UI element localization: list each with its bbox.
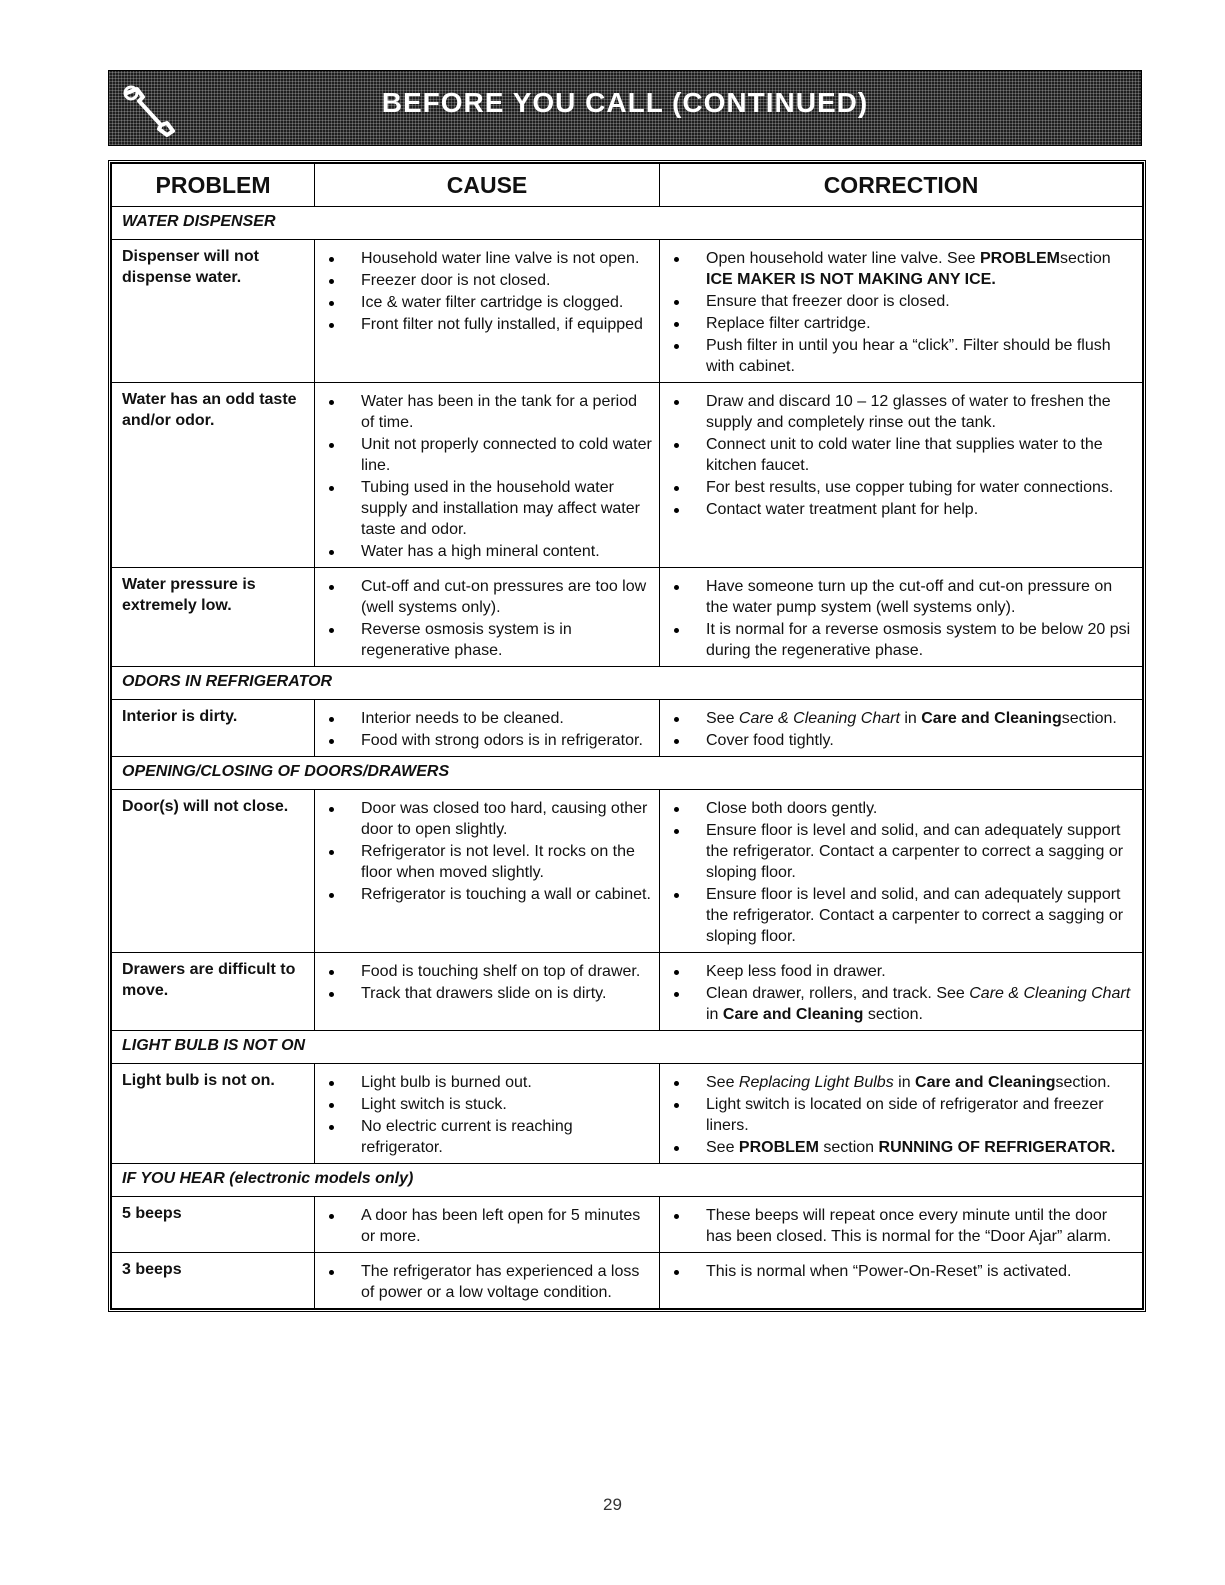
- cause-cell: [315, 790, 660, 953]
- correction-list: [660, 700, 1142, 756]
- correction-cell: [660, 1253, 1143, 1309]
- correction-item: [660, 477, 1136, 498]
- correction-cell: [660, 383, 1143, 568]
- correction-text: section: [1059, 250, 1111, 267]
- cause-item: Reverse osmosis system is in regenerative phase.: [315, 619, 653, 661]
- correction-keyword: ICE MAKER IS NOT MAKING ANY ICE: [706, 271, 992, 288]
- correction-cell: [660, 240, 1143, 383]
- correction-list: [660, 790, 1142, 952]
- correction-item: [660, 884, 1136, 947]
- cause-list: [315, 953, 659, 1009]
- cause-cell: [315, 383, 660, 568]
- cause-list: [315, 790, 659, 910]
- table-row: [112, 1253, 1143, 1309]
- cause-list: [315, 700, 659, 756]
- correction-item: [660, 708, 1136, 729]
- troubleshooting-table: [108, 160, 1146, 1312]
- correction-text: Cover food tightly.: [706, 732, 834, 749]
- problem-cell: Dispenser will not dispense water.: [112, 240, 315, 383]
- correction-text: Connect unit to cold water line that supplies water to the kitchen faucet.: [706, 436, 1103, 474]
- correction-text: Push filter in until you hear a “click”. Filter should be flush with cabinet.: [706, 337, 1111, 375]
- section-row: [112, 757, 1143, 790]
- table-row: [112, 790, 1143, 953]
- cause-item: Tubing used in the household water supply and installation may affect water taste and odor.: [315, 477, 653, 540]
- correction-item: [660, 1205, 1136, 1247]
- correction-text: in: [899, 710, 922, 727]
- correction-item: [660, 291, 1136, 312]
- cause-cell: [315, 1197, 660, 1253]
- correction-item: [660, 983, 1136, 1025]
- correction-reference: Care & Cleaning Chart: [969, 985, 1131, 1002]
- correction-item: [660, 961, 1136, 982]
- table-row: [112, 700, 1143, 757]
- section-row: [112, 207, 1143, 240]
- correction-text: section: [818, 1139, 879, 1156]
- page-title: BEFORE YOU CALL (CONTINUED): [381, 87, 869, 118]
- cause-list: [315, 240, 659, 340]
- correction-text: section.: [863, 1006, 923, 1023]
- correction-text: .: [991, 271, 996, 288]
- cause-item: Cut-off and cut-on pressures are too low (well systems only).: [315, 576, 653, 618]
- section-row: [112, 667, 1143, 700]
- correction-item: [660, 730, 1136, 751]
- cause-item: Refrigerator is not level. It rocks on the floor when moved slightly.: [315, 841, 653, 883]
- correction-cell: [660, 568, 1143, 667]
- cause-item: Front filter not fully installed, if equipped: [315, 314, 653, 335]
- table-row: [112, 240, 1143, 383]
- problem-cell: Drawers are difficult to move.: [112, 953, 315, 1031]
- correction-text: Ensure floor is level and solid, and can adequately support the refrigerator. Contact a carpenter to correct a sagging or sloping floor.: [706, 822, 1124, 881]
- column-header-correction: CORRECTION: [660, 164, 1143, 207]
- correction-item: [660, 499, 1136, 520]
- cause-cell: [315, 240, 660, 383]
- correction-text: Ensure that freezer door is closed.: [706, 293, 950, 310]
- cause-item: The refrigerator has experienced a loss of power or a low voltage condition.: [315, 1261, 653, 1303]
- column-header-cause: CAUSE: [315, 164, 660, 207]
- problem-cell: Interior is dirty.: [112, 700, 315, 757]
- correction-item: [660, 335, 1136, 377]
- cause-item: Food is touching shelf on top of drawer.: [315, 961, 653, 982]
- correction-item: [660, 1261, 1136, 1282]
- problem-cell: 5 beeps: [112, 1197, 315, 1253]
- correction-text: These beeps will repeat once every minute until the door has been closed. This is normal for the “Door Ajar” alarm.: [706, 1207, 1112, 1245]
- correction-item: [660, 1072, 1136, 1093]
- cause-cell: [315, 1253, 660, 1309]
- table-header-row: [112, 164, 1143, 207]
- section-title: WATER DISPENSER: [112, 207, 1143, 240]
- correction-text: See: [706, 1139, 739, 1156]
- correction-item: [660, 313, 1136, 334]
- problem-cell: 3 beeps: [112, 1253, 315, 1309]
- cause-item: A door has been left open for 5 minutes or more.: [315, 1205, 653, 1247]
- cause-item: Door was closed too hard, causing other door to open slightly.: [315, 798, 653, 840]
- correction-text: Keep less food in drawer.: [706, 963, 886, 980]
- cause-list: [315, 1064, 659, 1163]
- cause-list: [315, 568, 659, 666]
- cause-cell: [315, 953, 660, 1031]
- correction-text: Contact water treatment plant for help.: [706, 501, 979, 518]
- correction-text: It is normal for a reverse osmosis system to be below 20 psi during the regenerative phase.: [706, 621, 1131, 659]
- correction-text: Ensure floor is level and solid, and can adequately support the refrigerator. Contact a carpenter to correct a sagging or sloping floor.: [706, 886, 1124, 945]
- table-row: [112, 953, 1143, 1031]
- correction-keyword: PROBLEM: [979, 250, 1060, 267]
- correction-keyword: Care and Cleaning: [915, 1074, 1056, 1091]
- correction-keyword: PROBLEM: [738, 1139, 819, 1156]
- correction-reference: Replacing Light Bulbs: [738, 1074, 894, 1091]
- correction-keyword: Care and Cleaning: [722, 1006, 864, 1023]
- column-header-problem: PROBLEM: [112, 164, 315, 207]
- correction-reference: Care & Cleaning Chart: [738, 710, 900, 727]
- correction-list: [660, 1253, 1142, 1287]
- correction-cell: [660, 700, 1143, 757]
- cause-item: Water has been in the tank for a period of time.: [315, 391, 653, 433]
- cause-item: Light switch is stuck.: [315, 1094, 653, 1115]
- cause-cell: [315, 1064, 660, 1164]
- table-row: [112, 383, 1143, 568]
- problem-cell: Light bulb is not on.: [112, 1064, 315, 1164]
- cause-list: [315, 1253, 659, 1308]
- correction-list: [660, 240, 1142, 382]
- cause-item: Ice & water filter cartridge is clogged.: [315, 292, 653, 313]
- cause-cell: [315, 568, 660, 667]
- correction-text: For best results, use copper tubing for water connections.: [706, 479, 1114, 496]
- table-row: [112, 1197, 1143, 1253]
- correction-cell: [660, 953, 1143, 1031]
- cause-cell: [315, 700, 660, 757]
- correction-text: Close both doors gently.: [706, 800, 878, 817]
- correction-text: in: [706, 1006, 723, 1023]
- table-row: [112, 568, 1143, 667]
- section-title: ODORS IN REFRIGERATOR: [112, 667, 1143, 700]
- cause-item: Light bulb is burned out.: [315, 1072, 653, 1093]
- correction-cell: [660, 1197, 1143, 1253]
- correction-text: section.: [1055, 1074, 1111, 1091]
- cause-item: Freezer door is not closed.: [315, 270, 653, 291]
- correction-list: [660, 1064, 1142, 1163]
- section-title: IF YOU HEAR (electronic models only): [112, 1164, 1143, 1197]
- correction-text: Draw and discard 10 – 12 glasses of water to freshen the supply and completely rinse out the tank.: [706, 393, 1111, 431]
- section-row: [112, 1164, 1143, 1197]
- correction-item: [660, 391, 1136, 433]
- correction-item: [660, 1094, 1136, 1136]
- correction-text: section.: [1061, 710, 1117, 727]
- correction-cell: [660, 1064, 1143, 1164]
- cause-item: Track that drawers slide on is dirty.: [315, 983, 653, 1004]
- section-row: [112, 1031, 1143, 1064]
- table-row: [112, 1064, 1143, 1164]
- cause-item: Refrigerator is touching a wall or cabinet.: [315, 884, 653, 905]
- correction-list: [660, 568, 1142, 666]
- correction-text: See: [706, 1074, 739, 1091]
- cause-item: Unit not properly connected to cold water line.: [315, 434, 653, 476]
- correction-item: [660, 820, 1136, 883]
- correction-item: [660, 619, 1136, 661]
- correction-text: This is normal when “Power-On-Reset” is activated.: [706, 1263, 1072, 1280]
- cause-item: No electric current is reaching refrigerator.: [315, 1116, 653, 1158]
- correction-item: [660, 798, 1136, 819]
- cause-list: [315, 383, 659, 567]
- problem-cell: Water has an odd taste and/or odor.: [112, 383, 315, 568]
- correction-text: Clean drawer, rollers, and track. See: [706, 985, 970, 1002]
- correction-keyword: Care and Cleaning: [921, 710, 1062, 727]
- correction-list: [660, 953, 1142, 1030]
- correction-text: See: [706, 710, 739, 727]
- section-title: LIGHT BULB IS NOT ON: [112, 1031, 1143, 1064]
- correction-list: [660, 383, 1142, 525]
- correction-text: in: [893, 1074, 916, 1091]
- correction-text: Open household water line valve. See: [706, 250, 980, 267]
- cause-item: Household water line valve is not open.: [315, 248, 653, 269]
- correction-list: [660, 1197, 1142, 1252]
- correction-text: Replace filter cartridge.: [706, 315, 871, 332]
- correction-cell: [660, 790, 1143, 953]
- cause-item: Water has a high mineral content.: [315, 541, 653, 562]
- correction-text: Have someone turn up the cut-off and cut-on pressure on the water pump system (well systems only).: [706, 578, 1113, 616]
- cause-item: Food with strong odors is in refrigerator.: [315, 730, 653, 751]
- correction-item: [660, 576, 1136, 618]
- problem-cell: Door(s) will not close.: [112, 790, 315, 953]
- page-number: 29: [603, 1495, 622, 1514]
- correction-item: [660, 1137, 1136, 1158]
- cause-item: Interior needs to be cleaned.: [315, 708, 653, 729]
- correction-text: Light switch is located on side of refrigerator and freezer liners.: [706, 1096, 1104, 1134]
- cause-list: [315, 1197, 659, 1252]
- correction-keyword: RUNNING OF REFRIGERATOR.: [878, 1139, 1116, 1156]
- section-title: OPENING/CLOSING OF DOORS/DRAWERS: [112, 757, 1143, 790]
- page-banner: [108, 70, 1142, 146]
- correction-item: [660, 248, 1136, 290]
- correction-item: [660, 434, 1136, 476]
- problem-cell: Water pressure is extremely low.: [112, 568, 315, 667]
